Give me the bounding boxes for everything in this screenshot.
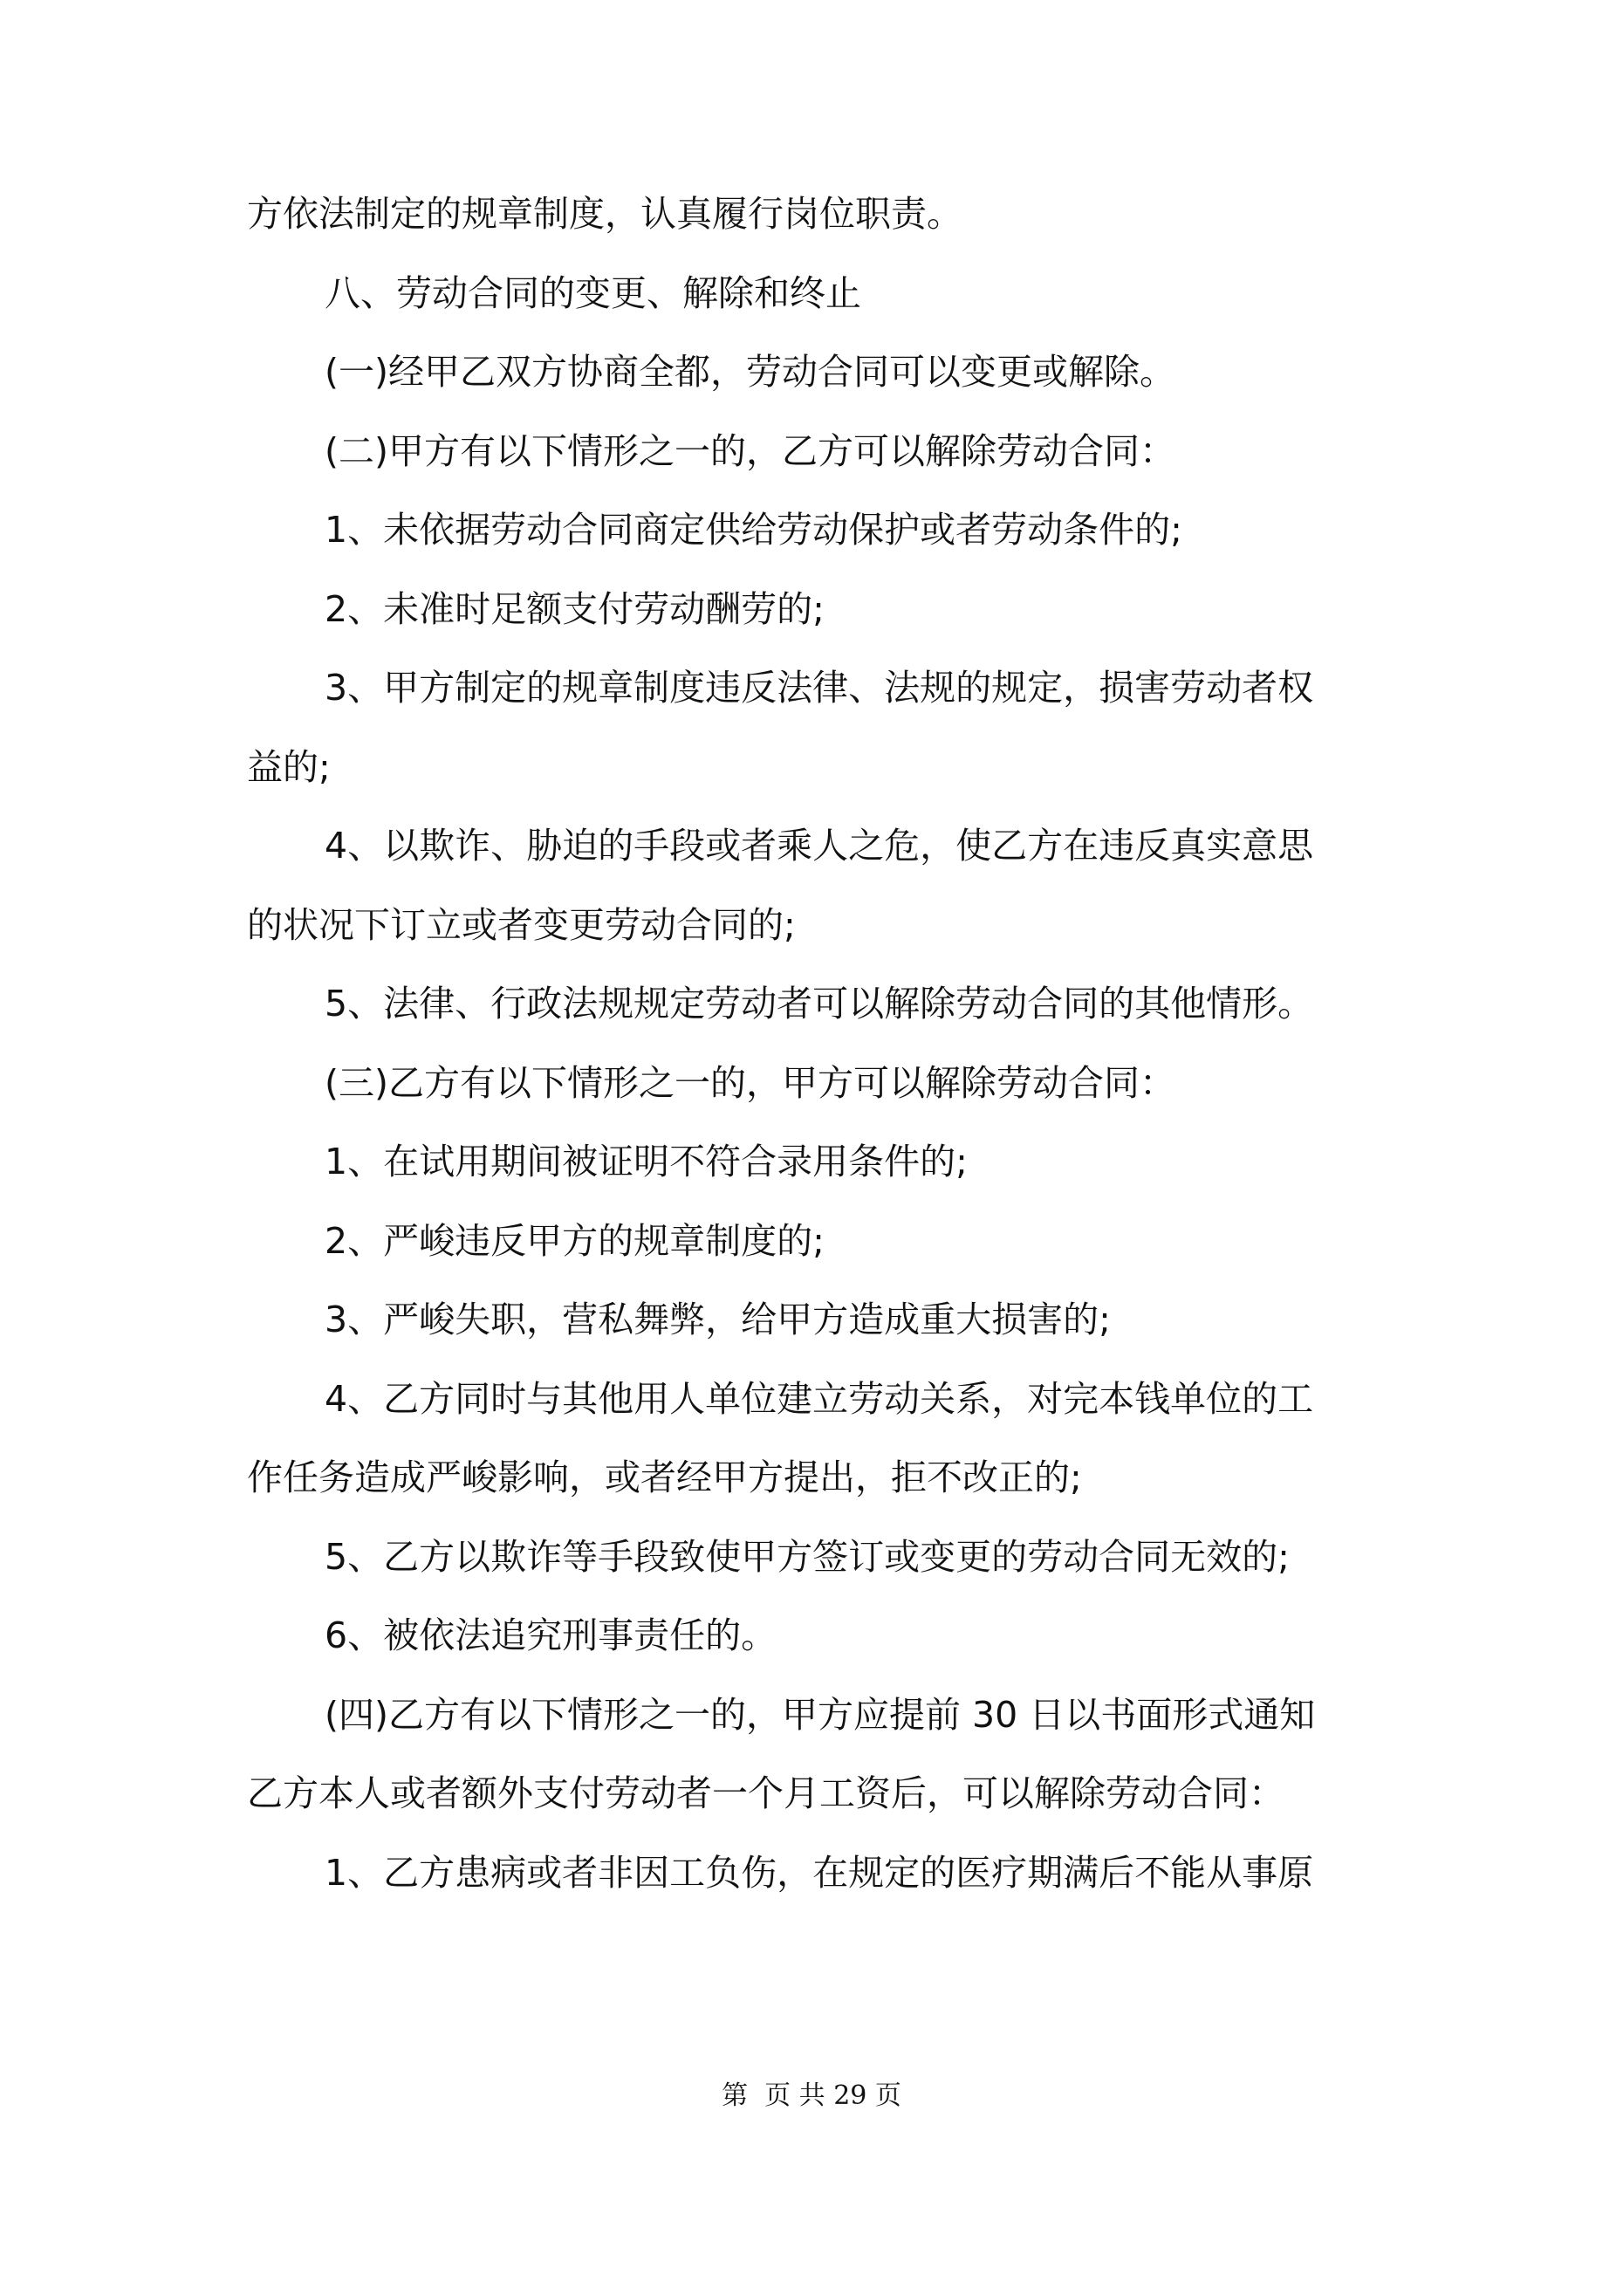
list-item: 2、严峻违反甲方的规章制度的; <box>325 1219 825 1262</box>
clause-paragraph: (一)经甲乙双方协商全都，劳动合同可以变更或解除。 <box>325 351 1175 393</box>
document-body <box>247 175 1390 1912</box>
list-item: 3、甲方制定的规章制度违反法律、法规的规定，损害劳动者权 <box>325 667 1314 709</box>
page-footer: 第 页 共 29 页 <box>722 2080 901 2111</box>
clause-paragraph: (四)乙方有以下情形之一的，甲方应提前 30 日以书面形式通知 <box>325 1693 1316 1736</box>
list-item: 3、严峻失职，营私舞弊，给甲方造成重大损害的; <box>325 1299 1111 1340</box>
text-line-continuation: 益的; <box>247 745 331 788</box>
list-item: 1、未依据劳动合同商定供给劳动保护或者劳动条件的; <box>325 509 1182 551</box>
list-item: 5、法律、行政法规规定劳动者可以解除劳动合同的其他情形。 <box>325 983 1314 1025</box>
text-line-continuation: 乙方本人或者额外支付劳动者一个月工资后，可以解除劳动合同： <box>247 1772 1284 1814</box>
list-item: 5、乙方以欺诈等手段致使甲方签订或变更的劳动合同无效的; <box>325 1535 1290 1578</box>
list-item: 4、以欺诈、胁迫的手段或者乘人之危，使乙方在违反真实意思 <box>325 825 1314 867</box>
clause-paragraph: (二)甲方有以下情形之一的，乙方可以解除劳动合同： <box>325 429 1175 472</box>
clause-paragraph: (三)乙方有以下情形之一的，甲方可以解除劳动合同： <box>325 1061 1175 1104</box>
list-item: 4、乙方同时与其他用人单位建立劳动关系，对完本钱单位的工 <box>325 1377 1314 1420</box>
section-heading: 八、劳动合同的变更、解除和终止 <box>325 271 861 314</box>
list-item: 2、未准时足额支付劳动酬劳的; <box>325 587 825 630</box>
text-line-continuation: 作任务造成严峻影响，或者经甲方提出，拒不改正的; <box>247 1456 1082 1498</box>
list-item: 1、乙方患病或者非因工负伤，在规定的医疗期满后不能从事原 <box>325 1851 1314 1894</box>
text-line-continuation: 的状况下订立或者变更劳动合同的; <box>247 903 796 946</box>
text-line-continuation: 方依法制定的规章制度，认真履行岗位职责。 <box>247 193 962 235</box>
list-item: 1、在试用期间被证明不符合录用条件的; <box>325 1141 968 1182</box>
list-item: 6、被依法追究刑事责任的。 <box>325 1614 777 1656</box>
